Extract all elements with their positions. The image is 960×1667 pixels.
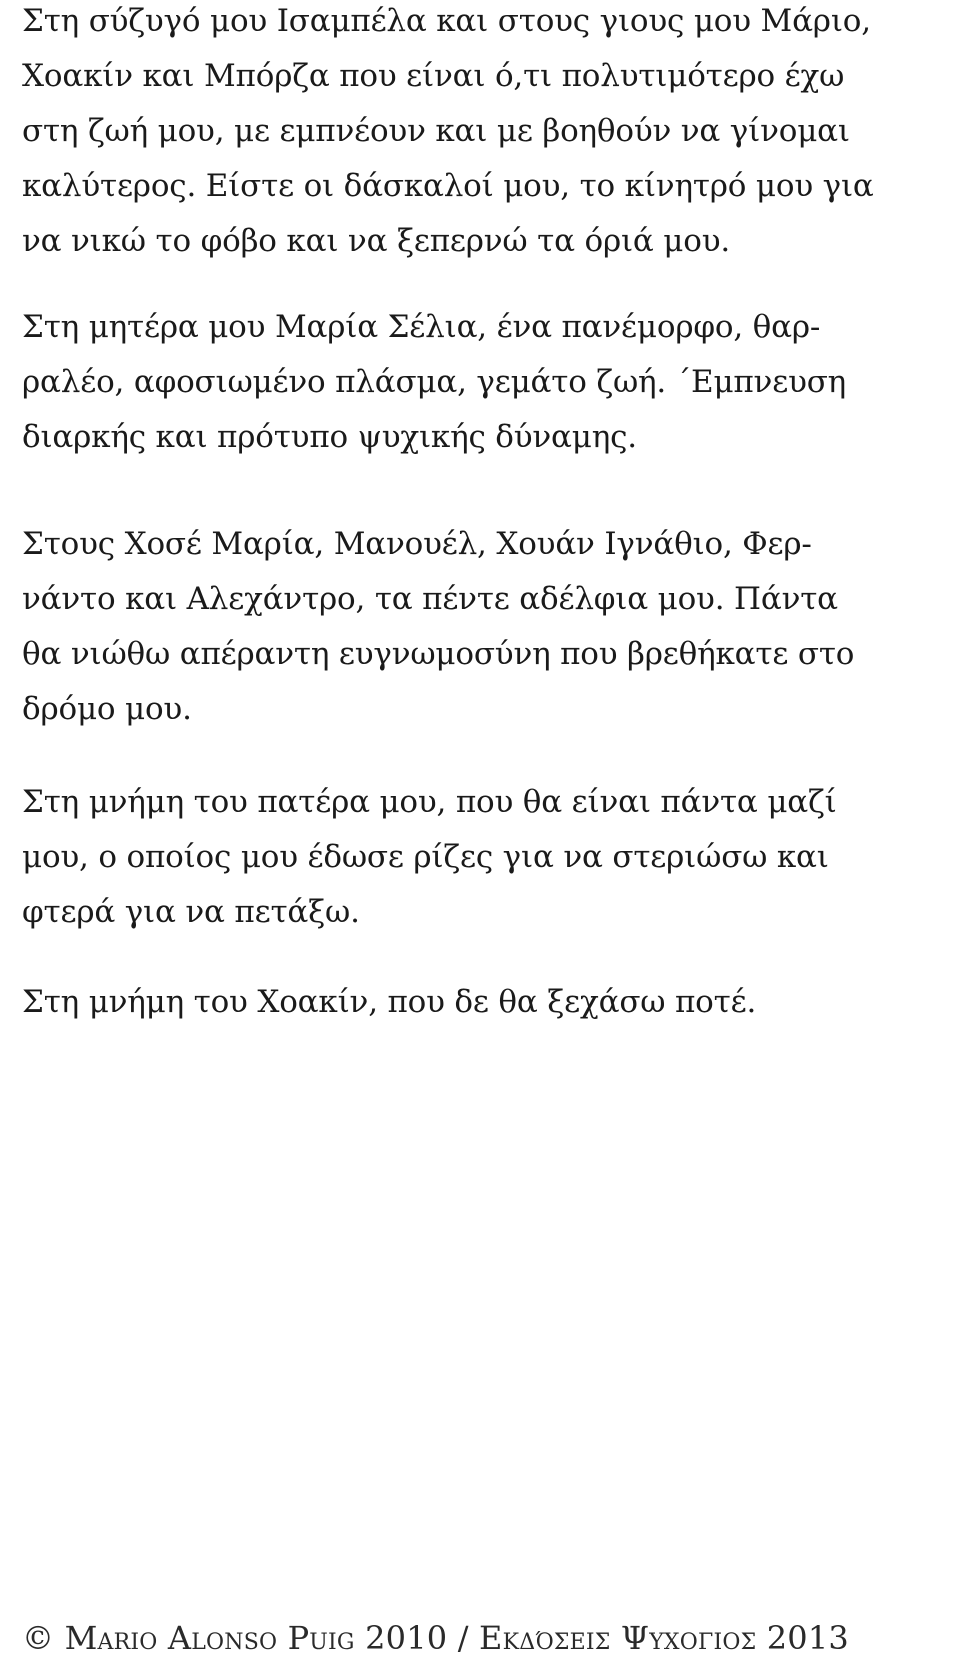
text-line: καλύτερος. Είστε οι δάσκαλοί μου, το κίνητρό μου για — [22, 168, 874, 204]
text-line: θα νιώθω απέραντη ευγνωμοσύνη που βρεθήκατε στο — [22, 636, 855, 672]
text-line: δρόμο μου. — [22, 691, 192, 727]
dedication-paragraph-father — [22, 775, 837, 940]
text-line: διαρκής και πρότυπο ψυχικής δύναμης. — [22, 419, 637, 455]
text-line: να νικώ το φόβο και να ξεπερνώ τα όριά μου. — [22, 223, 731, 259]
text-line: Στους Χοσέ Μαρία, Μανουέλ, Χουάν Ιγνάθιο, Φερ- — [22, 526, 812, 562]
dedication-paragraph-mother — [22, 300, 846, 465]
text-line: μου, ο οποίος μου έδωσε ρίζες για να στεριώσω και — [22, 839, 829, 875]
copyright-notice: © Mario Alonso Puig 2010 / Εκδόσεισ Ψυχογιοσ 2013 — [22, 1619, 849, 1657]
dedication-paragraph-family — [22, 0, 874, 269]
text-line: Στη σύζυγό μου Ισαμπέλα και στους γιους μου Μάριο, — [22, 3, 871, 39]
text-line: Στη μνήμη του Χοακίν, που δε θα ξεχάσω ποτέ. — [22, 984, 757, 1020]
dedication-paragraph-joaquin — [22, 975, 756, 1030]
dedication-paragraph-siblings — [22, 517, 854, 737]
text-line: Στη μνήμη του πατέρα μου, που θα είναι πάντα μαζί — [22, 784, 837, 820]
text-line: Στη μητέρα μου Μαρία Σέλια, ένα πανέμορφο, θαρ- — [22, 309, 821, 345]
text-line: φτερά για να πετάξω. — [22, 894, 360, 930]
text-line: νάντο και Αλεχάντρο, τα πέντε αδέλφια μου. Πάντα — [22, 581, 838, 617]
text-line: στη ζωή μου, με εμπνέουν και με βοηθούν να γίνομαι — [22, 113, 850, 149]
text-line: Χοακίν και Μπόρζα που είναι ό,τι πολυτιμότερο έχω — [22, 58, 845, 94]
text-line: ραλέο, αφοσιωμένο πλάσμα, γεμάτο ζωή. ´Εμπνευση — [22, 364, 847, 400]
